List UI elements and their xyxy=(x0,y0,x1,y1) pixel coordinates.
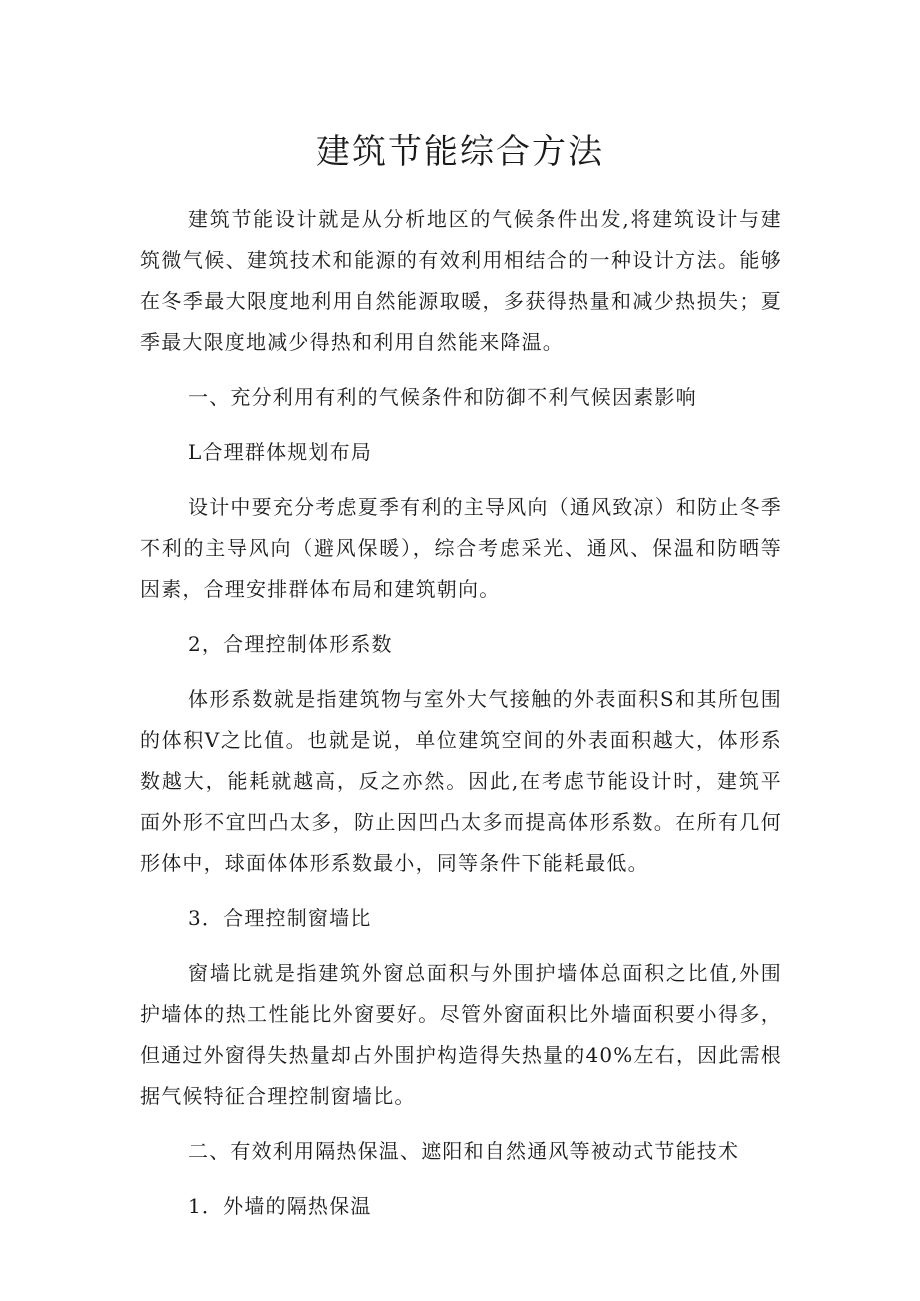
document-body xyxy=(140,199,782,1227)
document-title: 建筑节能综合方法 xyxy=(316,132,604,172)
subsection-heading-1-2: 2，合理控制体形系数 xyxy=(188,632,393,656)
paragraph-layout: 设计中要充分考虑夏季有利的主导风向（通风致凉）和防止冬季不利的主导风向（避风保暖），综合考虑采光、通风、保温和防晒等因素，合理安排群体布局和建筑朝向。 xyxy=(140,495,782,601)
spacer xyxy=(140,1172,782,1186)
spacer xyxy=(140,884,782,898)
paragraph-shape-coefficient: 体形系数就是指建筑物与室外大气接触的外表面积S和其所包围的体积V之比值。也就是说，单位建筑空间的外表面积越大，体形系数越大，能耗就越高，反之亦然。因此,在考虑节能设计时，建筑平面外形不宜凹凸太多，防止因凹凸太多而提高体形系数。在所有几何形体中，球面体体形系数最小，同等条件下能耗最低。 xyxy=(140,687,782,875)
spacer xyxy=(140,363,782,377)
spacer xyxy=(140,610,782,624)
paragraph-intro: 建筑节能设计就是从分析地区的气候条件出发,将建筑设计与建筑微气候、建筑技术和能源的有效利用相结合的一种设计方法。能够在冬季最大限度地利用自然能源取暖，多获得热量和减少热损失；夏季最大限度地减少得热和利用自然能来降温。 xyxy=(140,207,782,354)
section-heading-1: 一、充分利用有利的气候条件和防御不利气候因素影响 xyxy=(188,385,697,409)
subsection-heading-1-1: L合理群体规划布局 xyxy=(188,440,373,464)
paragraph-window-wall-ratio: 窗墙比就是指建筑外窗总面积与外围护墙体总面积之比值,外围护墙体的热工性能比外窗要好。尽管外窗面积比外墙面积要小得多，但通过外窗得失热量却占外围护构造得失热量的40%左右，因此需根据气候特征合理控制窗墙比。 xyxy=(140,961,782,1108)
subsection-heading-1-3: 3．合理控制窗墙比 xyxy=(188,906,372,930)
spacer xyxy=(140,1117,782,1131)
section-heading-2: 二、有效利用隔热保温、遮阳和自然通风等被动式节能技术 xyxy=(188,1139,740,1163)
spacer xyxy=(140,473,782,487)
spacer xyxy=(140,418,782,432)
spacer xyxy=(140,939,782,953)
spacer xyxy=(140,665,782,679)
subsection-heading-2-1: 1．外墙的隔热保温 xyxy=(188,1194,372,1218)
